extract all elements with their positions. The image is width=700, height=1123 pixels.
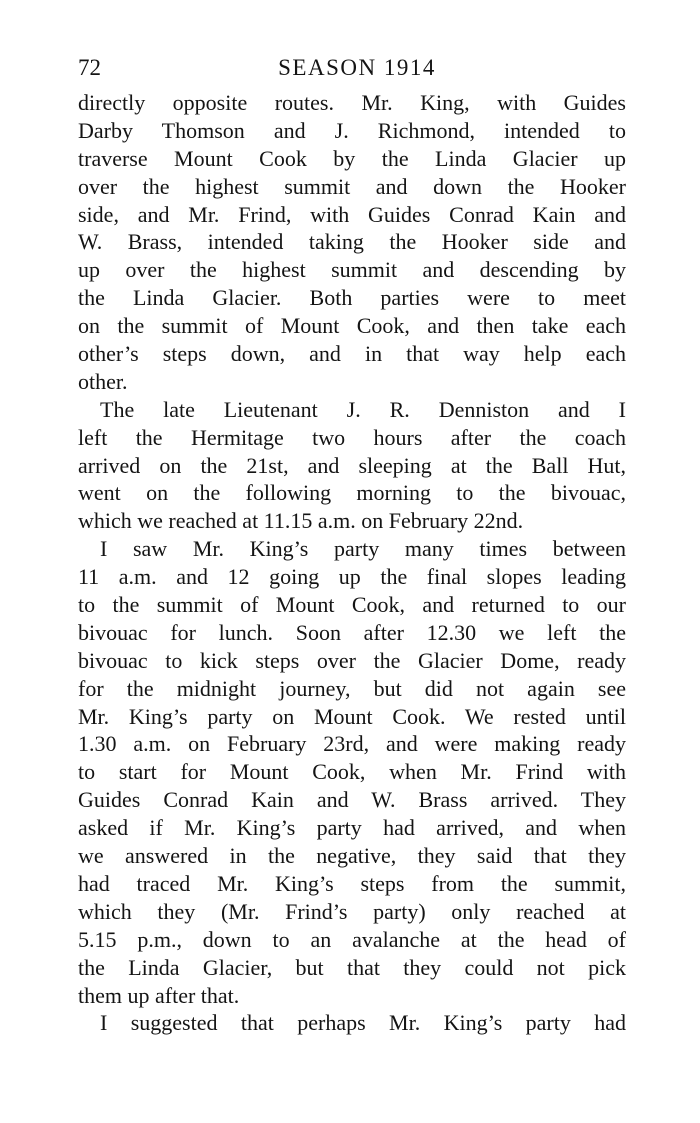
text-line: the Linda Glacier, but that they could not pick — [78, 954, 626, 980]
text-line: I suggested that perhaps Mr. King’s party had — [100, 1010, 626, 1036]
running-head — [78, 52, 626, 84]
text-line: up over the highest summit and descending by — [78, 257, 626, 283]
running-title: SEASON 1914 — [278, 55, 436, 80]
text-line: to start for Mount Cook, when Mr. Frind with — [78, 759, 626, 785]
text-line: which they (Mr. Frind’s party) only reached at — [78, 898, 626, 924]
body-text — [78, 89, 626, 1037]
text-line: 1.30 a.m. on February 23rd, and were making ready — [78, 731, 626, 757]
text-line: had traced Mr. King’s steps from the summit, — [78, 870, 626, 896]
text-line: Darby Thomson and J. Richmond, intended to — [78, 117, 626, 143]
text-line: other. — [78, 368, 128, 394]
text-line: bivouac for lunch. Soon after 12.30 we left the — [78, 619, 626, 645]
text-line: to the summit of Mount Cook, and returned to our — [78, 592, 626, 618]
text-line: for the midnight journey, but did not again see — [78, 675, 626, 701]
text-line: which we reached at 11.15 a.m. on February 22nd. — [78, 508, 524, 534]
text-line: traverse Mount Cook by the Linda Glacier up — [78, 145, 626, 171]
text-line: we answered in the negative, they said that they — [78, 843, 626, 869]
text-line: I saw Mr. King’s party many times between — [100, 536, 626, 562]
text-line: asked if Mr. King’s party had arrived, and when — [78, 815, 626, 841]
text-line: other’s steps down, and in that way help each — [78, 341, 626, 367]
text-line: them up after that. — [78, 982, 240, 1008]
text-line: Guides Conrad Kain and W. Brass arrived. They — [78, 787, 626, 813]
text-line: Mr. King’s party on Mount Cook. We rested until — [78, 703, 626, 729]
page-number: 72 — [78, 55, 101, 80]
text-line: 11 a.m. and 12 going up the final slopes leading — [78, 564, 626, 590]
text-line: over the highest summit and down the Hooker — [78, 173, 626, 199]
text-line: bivouac to kick steps over the Glacier Dome, ready — [78, 647, 626, 673]
text-line: arrived on the 21st, and sleeping at the Ball Hut, — [78, 452, 626, 478]
text-line: The late Lieutenant J. R. Denniston and I — [100, 396, 626, 422]
text-line: directly opposite routes. Mr. King, with Guides — [78, 90, 626, 115]
text-line: side, and Mr. Frind, with Guides Conrad Kain and — [78, 201, 626, 227]
text-line: W. Brass, intended taking the Hooker side and — [78, 229, 626, 255]
text-line: left the Hermitage two hours after the coach — [78, 424, 626, 450]
text-line: went on the following morning to the bivouac, — [78, 480, 626, 506]
text-line: 5.15 p.m., down to an avalanche at the head of — [78, 926, 626, 952]
text-line: on the summit of Mount Cook, and then take each — [78, 313, 626, 339]
text-line: the Linda Glacier. Both parties were to meet — [78, 285, 626, 311]
